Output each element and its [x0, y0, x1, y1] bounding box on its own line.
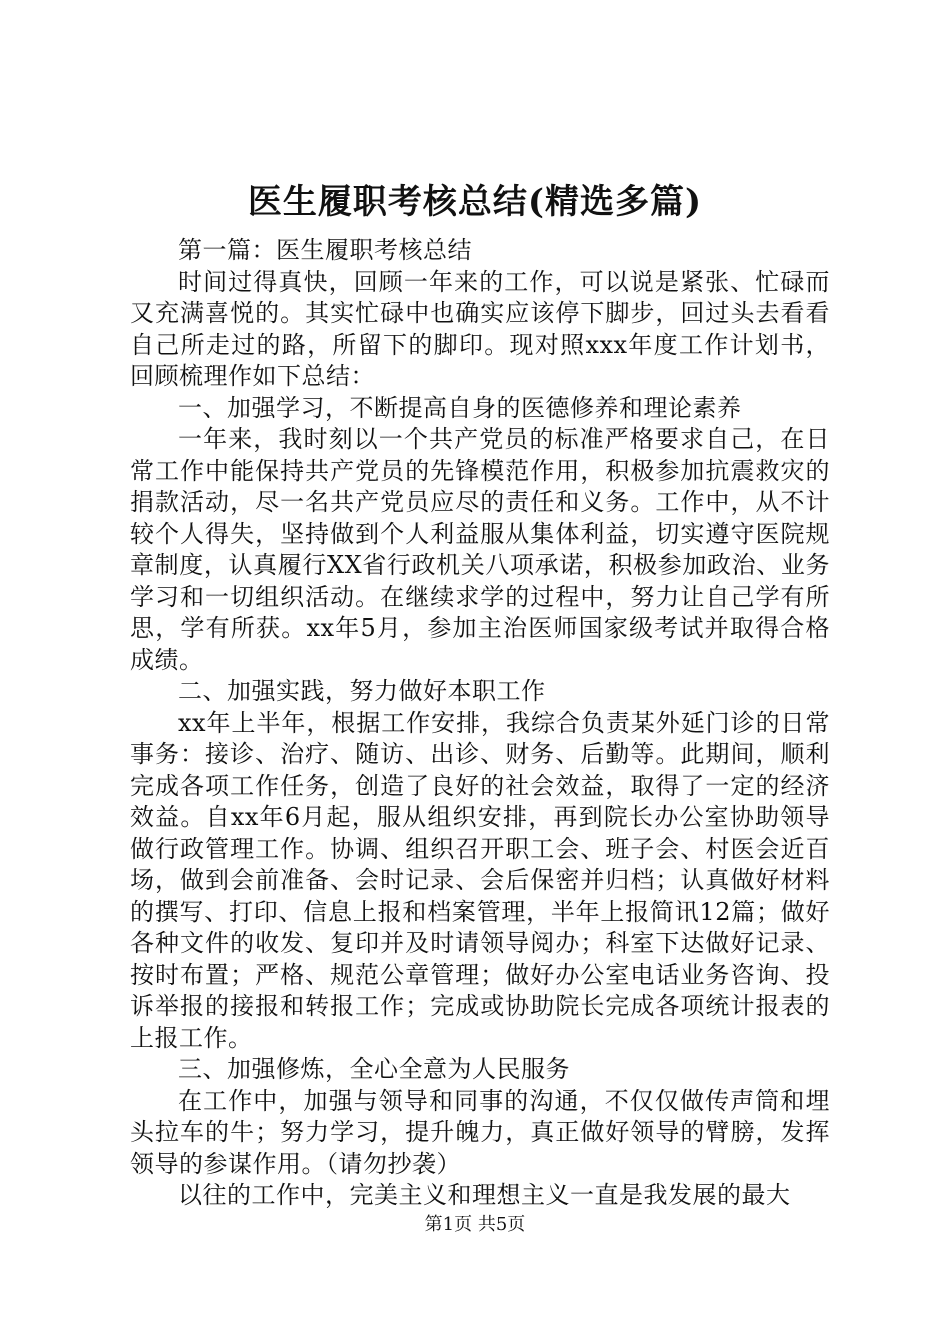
- section-heading-practice: 二、加强实践，努力做好本职工作: [178, 677, 546, 705]
- section-heading-service: 三、加强修炼，全心全意为人民服务: [178, 1055, 570, 1083]
- study-paragraph: 一年来，我时刻以一个共产党员的标准严格要求自己，在日常工作中能保持共产党员的先锋模范作用，积极参加抗震救灾的捐款活动，尽一名共产党员应尽的责任和义务。工作中，从不计较个人得失，坚持做到个人利益服从集体利益，切实遵守医院规章制度，认真履行XX省行政机关八项承诺，积极参加政治、业务学习和一切组织活动。在继续求学的过程中，努力让自己学有所思，学有所获。xx年5月，参加主治医师国家级考试并取得合格成绩。: [130, 425, 830, 674]
- section-heading-study: 一、加强学习，不断提高自身的医德修养和理论素养: [178, 393, 742, 422]
- document-title: 医生履职考核总结(精选多篇): [247, 182, 703, 222]
- document-body: [130, 235, 830, 1212]
- intro-paragraph: 时间过得真快，回顾一年来的工作，可以说是紧张、忙碌而又充满喜悦的。其实忙碌中也确实应该停下脚步，回过头去看看自己所走过的路，所留下的脚印。现对照xxx年度工作计划书，回顾梳理作如下总结：: [130, 267, 830, 390]
- practice-paragraph: xx年上半年，根据工作安排，我综合负责某外延门诊的日常事务：接诊、治疗、随访、出诊、财务、后勤等。此期间，顺利完成各项工作任务，创造了良好的社会效益，取得了一定的经济效益。自xx年6月起，服从组织安排，再到院长办公室协助领导做行政管理工作。协调、组织召开职工会、班子会、村医会近百场，做到会前准备、会时记录、会后保密并归档；认真做好材料的撰写、打印、信息上报和档案管理，半年上报简讯12篇；做好各种文件的收发、复印并及时请领导阅办；科室下达做好记录、按时布置；严格、规范公章管理；做好办公室电话业务咨询、投诉举报的接报和转报工作；完成或协助院长完成各项统计报表的上报工作。: [130, 708, 830, 1052]
- section-heading-part-one: 第一篇：医生履职考核总结: [178, 236, 472, 264]
- closing-paragraph: 以往的工作中，完美主义和理想主义一直是我发展的最大: [178, 1181, 791, 1209]
- service-paragraph: 在工作中，加强与领导和同事的沟通，不仅仅做传声筒和埋头拉车的牛；努力学习，提升魄力，真正做好领导的臂膀，发挥领导的参谋作用。（请勿抄袭）: [130, 1086, 830, 1178]
- page-footer: 第1页 共5页: [424, 1214, 526, 1235]
